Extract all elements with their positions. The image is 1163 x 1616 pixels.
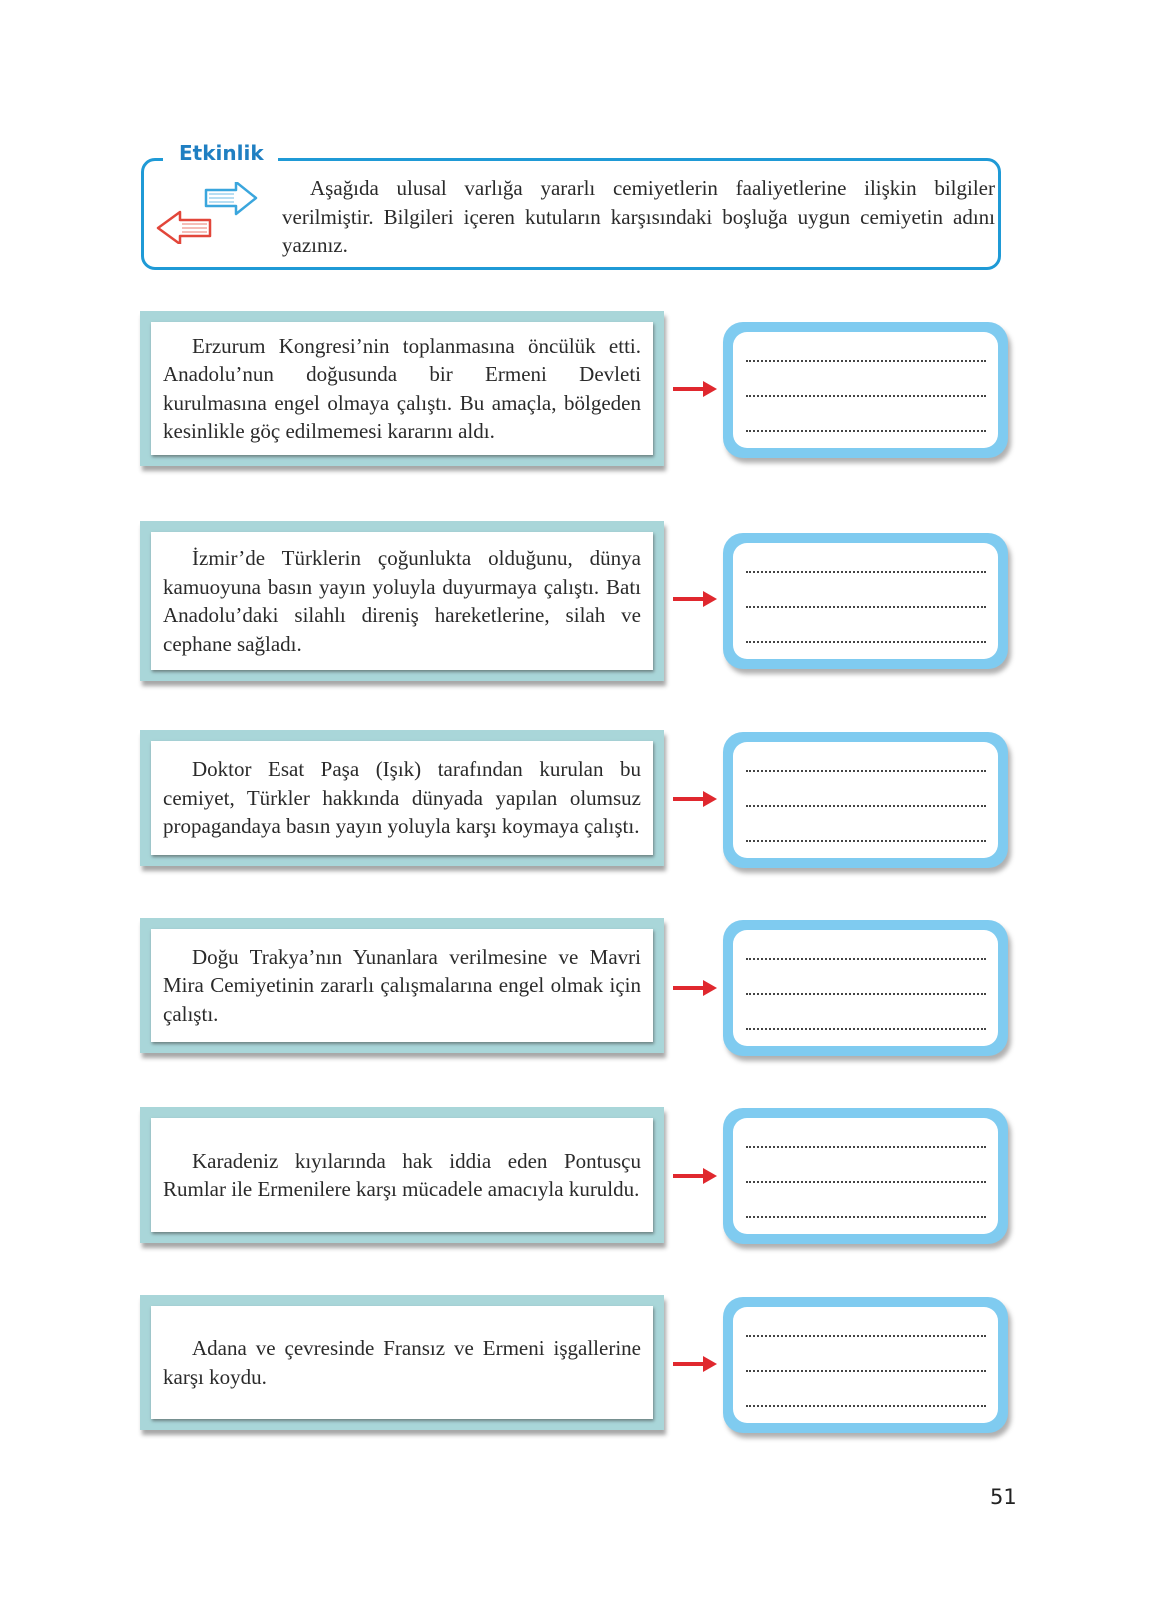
question-card-1 — [140, 311, 664, 466]
activity-title: Etkinlik — [163, 138, 278, 168]
arrow-right-icon — [673, 790, 717, 808]
arrow-right-icon — [673, 979, 717, 997]
question-card-5 — [140, 1107, 664, 1243]
answer-box-6[interactable] — [723, 1297, 1008, 1433]
question-text-1: Erzurum Kongresi’nin toplanmasına öncülük etti. Anadolu’nun doğusunda bir Ermeni Devleti kurulmasına engel olmaya çalıştı. Bu amaçla, bölgeden kesinlikle göç edilmemesi kararını aldı. — [163, 333, 641, 443]
arrow-right-icon — [673, 590, 717, 608]
question-card-4 — [140, 918, 664, 1053]
question-text-6: Adana ve çevresinde Fransız ve Ermeni işgallerine karşı koydu. — [163, 1336, 641, 1389]
answer-box-2[interactable] — [723, 533, 1008, 669]
answer-box-4[interactable] — [723, 920, 1008, 1056]
swap-arrows-icon — [154, 182, 264, 244]
activity-instruction: Aşağıda ulusal varlığa yararlı cemiyetlerin faaliyetlerine ilişkin bilgiler verilmiştir. Bilgileri içeren kutuların karşısındaki boşluğa uygun cemiyetin adını yazınız. — [282, 176, 995, 257]
answer-box-3[interactable] — [723, 732, 1008, 868]
question-text-2: İzmir’de Türklerin çoğunlukta olduğunu, dünya kamuoyuna basın yayın yoluyla duyurmaya çalıştı. Batı Anadolu’daki silahlı direniş hareketlerine, silah ve cephane sağladı. — [163, 546, 641, 656]
answer-box-1[interactable] — [723, 322, 1008, 458]
question-card-2 — [140, 521, 664, 681]
question-text-5: Karadeniz kıyılarında hak iddia eden Pontusçu Rumlar ile Ermenilere karşı mücadele amacıyla kuruldu. — [163, 1148, 641, 1201]
arrow-right-icon — [673, 1167, 717, 1185]
answer-box-5[interactable] — [723, 1108, 1008, 1244]
question-text-4: Doğu Trakya’nın Yunanlara verilmesine ve Mavri Mira Cemiyetinin zararlı çalışmalarına engel olmak için çalıştı. — [163, 944, 641, 1026]
arrow-right-icon — [673, 1355, 717, 1373]
page-number: 51 — [990, 1485, 1017, 1509]
arrow-right-icon — [673, 380, 717, 398]
question-text-3: Doktor Esat Paşa (Işık) tarafından kurulan bu cemiyet, Türkler hakkında dünyada yapılan olumsuz propagandaya basın yayın yoluyla karşı koymaya çalıştı. — [163, 757, 641, 839]
question-card-3 — [140, 730, 664, 866]
question-card-6 — [140, 1295, 664, 1430]
